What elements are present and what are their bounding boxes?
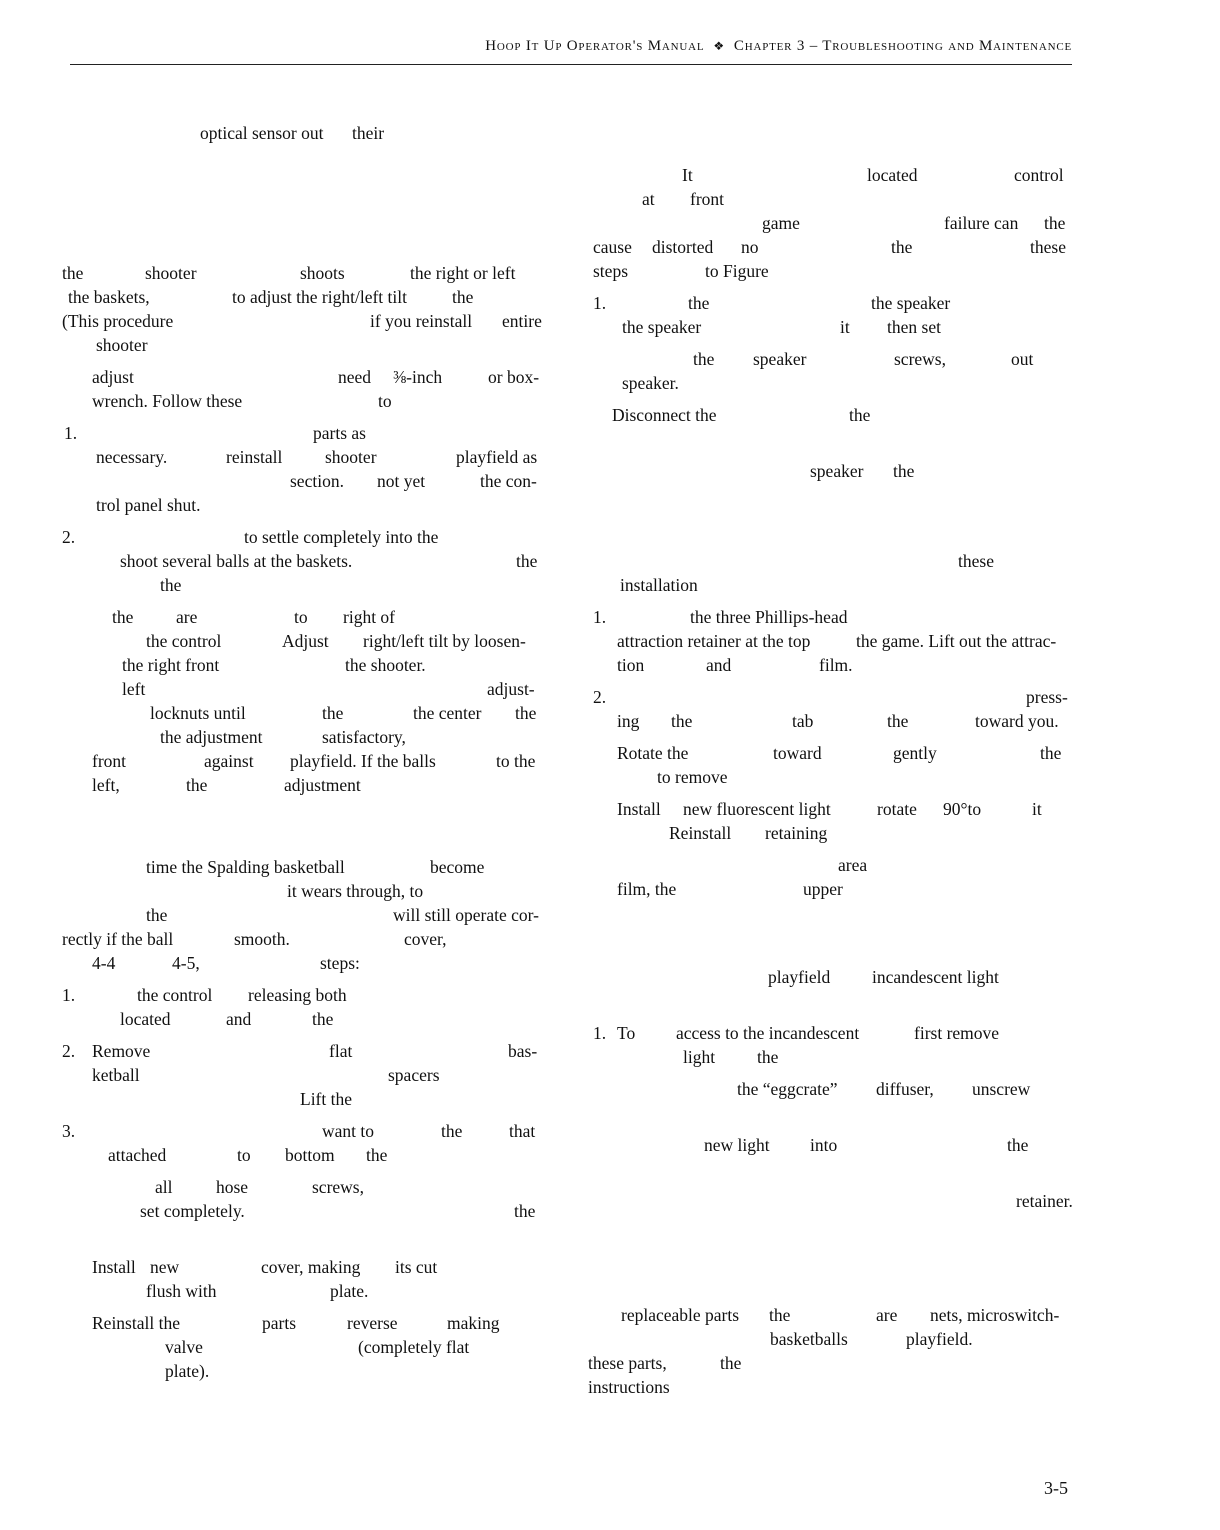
left-text-fragment: ketball — [92, 1065, 140, 1085]
left-text-fragment: their — [352, 123, 385, 143]
left-text-fragment: the control — [146, 631, 222, 651]
left-text-fragment: the — [514, 1201, 536, 1221]
right-text-fragment: film. — [819, 655, 853, 675]
left-text-fragment: the center — [413, 703, 482, 723]
right-text-fragment: game — [762, 213, 800, 233]
right-text-fragment: at — [642, 189, 655, 209]
right-text-fragment: the — [720, 1353, 742, 1373]
right-text-fragment: diffuser, — [876, 1079, 934, 1099]
right-text-fragment: the — [1040, 743, 1062, 763]
right-text-fragment: light — [683, 1047, 716, 1067]
left-text-fragment: front — [92, 751, 127, 771]
left-text-fragment: the — [366, 1145, 388, 1165]
right-text-fragment: distorted — [652, 237, 714, 257]
left-text-fragment: flat — [329, 1041, 353, 1061]
left-text-fragment: will still operate cor- — [393, 905, 539, 925]
left-text-fragment: the — [312, 1009, 334, 1029]
left-text-fragment: ⅜-inch — [393, 367, 443, 387]
right-text-fragment: the — [893, 461, 915, 481]
left-text-fragment: left — [122, 679, 146, 699]
left-text-fragment: new — [150, 1257, 180, 1277]
left-text-fragment: bas- — [508, 1041, 538, 1061]
left-text-fragment: the — [112, 607, 134, 627]
left-text-fragment: the adjustment — [160, 727, 263, 747]
right-text-fragment: playfield — [768, 967, 831, 987]
right-text-fragment: Reinstall — [669, 823, 732, 843]
left-text-fragment: flush with — [146, 1281, 217, 1301]
right-text-fragment: located — [867, 165, 918, 185]
left-text-fragment: bottom — [285, 1145, 335, 1165]
right-text-fragment: tion — [617, 655, 645, 675]
left-text-fragment: not yet — [377, 471, 426, 491]
left-text-fragment: are — [176, 607, 198, 627]
right-text-fragment: It — [682, 165, 693, 185]
left-text-fragment: parts — [262, 1313, 297, 1333]
left-text-fragment: 4-5, — [172, 953, 200, 973]
left-text-fragment: wrench. Follow these — [92, 391, 243, 411]
right-text-fragment: failure can — [944, 213, 1019, 233]
left-text-fragment: optical sensor out — [200, 123, 324, 143]
right-text-fragment: are — [876, 1305, 898, 1325]
left-text-fragment: Reinstall the — [92, 1313, 180, 1333]
right-text-fragment: Install — [617, 799, 661, 819]
right-text-fragment: 1. — [593, 293, 607, 313]
left-text-fragment: shooter — [96, 335, 148, 355]
left-text-fragment: playfield. If the balls — [290, 751, 436, 771]
right-text-fragment: to Figure — [705, 261, 769, 281]
left-text-fragment: to — [294, 607, 308, 627]
left-text-fragment: shooter — [145, 263, 197, 283]
right-text-fragment: 2. — [593, 687, 607, 707]
left-text-fragment: adjust- — [487, 679, 535, 699]
right-text-fragment: the speaker — [622, 317, 702, 337]
left-text-fragment: 4-4 — [92, 953, 116, 973]
right-text-fragment: the — [891, 237, 913, 257]
left-text-fragment: the — [441, 1121, 463, 1141]
right-text-fragment: rotate — [877, 799, 917, 819]
left-text-fragment: time the Spalding basketball — [146, 857, 345, 877]
left-text-fragment: screws, — [312, 1177, 364, 1197]
right-text-fragment: these — [958, 551, 994, 571]
right-text-fragment: the — [671, 711, 693, 731]
left-text-fragment: hose — [216, 1177, 249, 1197]
right-text-fragment: 1. — [593, 1023, 607, 1043]
left-text-fragment: the right or left — [410, 263, 516, 283]
right-text-fragment: it — [1032, 799, 1042, 819]
left-text-fragment: smooth. — [234, 929, 290, 949]
right-text-fragment: film, the — [617, 879, 677, 899]
left-text-fragment: to — [378, 391, 392, 411]
right-text-fragment: the — [887, 711, 909, 731]
left-text-fragment: necessary. — [96, 447, 168, 467]
right-text-fragment: 90°to — [943, 799, 982, 819]
right-text-fragment: toward you. — [975, 711, 1059, 731]
left-text-fragment: adjustment — [284, 775, 361, 795]
left-text-fragment: the — [322, 703, 344, 723]
right-text-fragment: the — [769, 1305, 791, 1325]
left-text-fragment: right/left tilt by loosen- — [363, 631, 526, 651]
right-text-fragment: incandescent light — [872, 967, 999, 987]
right-text-fragment: new fluorescent light — [683, 799, 831, 819]
left-text-fragment: making — [447, 1313, 500, 1333]
right-text-fragment: to remove — [657, 767, 728, 787]
left-text-fragment: against — [204, 751, 254, 771]
left-text-fragment: to adjust the right/left tilt — [232, 287, 407, 307]
left-text-fragment: locknuts until — [150, 703, 246, 723]
right-text-fragment: access to the incandescent — [676, 1023, 860, 1043]
right-text-fragment: attraction retainer at the top — [617, 631, 811, 651]
right-text-fragment: press- — [1026, 687, 1068, 707]
left-text-fragment: reinstall — [226, 447, 283, 467]
right-text-fragment: the — [693, 349, 715, 369]
right-text-fragment: To — [617, 1023, 636, 1043]
right-text-fragment: upper — [803, 879, 843, 899]
right-text-fragment: control — [1014, 165, 1064, 185]
right-text-fragment: screws, — [894, 349, 946, 369]
right-text-fragment: replaceable parts — [621, 1305, 740, 1325]
right-text-fragment: these — [1030, 237, 1066, 257]
right-text-fragment: playfield. — [906, 1329, 973, 1349]
right-text-fragment: gently — [893, 743, 937, 763]
left-text-fragment: set completely. — [140, 1201, 245, 1221]
right-text-fragment: installation — [620, 575, 698, 595]
left-text-fragment: shoots — [300, 263, 345, 283]
right-text-fragment: toward — [773, 743, 822, 763]
left-text-fragment: (This procedure — [62, 311, 174, 331]
right-text-fragment: unscrew — [972, 1079, 1031, 1099]
left-text-fragment: releasing both — [248, 985, 347, 1005]
right-text-fragment: new light — [704, 1135, 770, 1155]
left-text-fragment: valve — [165, 1337, 203, 1357]
right-text-fragment: first remove — [914, 1023, 1000, 1043]
left-text-fragment: the con- — [480, 471, 537, 491]
left-text-fragment: attached — [108, 1145, 167, 1165]
right-text-fragment: the — [688, 293, 710, 313]
right-text-fragment: these parts, — [588, 1353, 667, 1373]
manual-title: Hoop It Up Operator's Manual — [485, 38, 705, 54]
right-text-fragment: 1. — [593, 607, 607, 627]
left-text-fragment: all — [155, 1177, 173, 1197]
right-text-fragment: front — [690, 189, 725, 209]
left-text-fragment: 1. — [62, 985, 76, 1005]
left-text-fragment: it wears through, to — [287, 881, 424, 901]
right-text-fragment: the — [1007, 1135, 1029, 1155]
right-text-fragment: instructions — [588, 1377, 670, 1397]
left-text-fragment: Lift the — [300, 1089, 352, 1109]
left-text-fragment: the — [515, 703, 537, 723]
diamond-separator-icon: ❖ — [713, 39, 725, 53]
left-text-fragment: that — [509, 1121, 536, 1141]
left-text-fragment: satisfactory, — [322, 727, 406, 747]
left-text-fragment: to settle completely into the — [244, 527, 439, 547]
left-text-fragment: to — [237, 1145, 251, 1165]
right-text-fragment: speaker — [753, 349, 807, 369]
left-text-fragment: (completely flat — [358, 1337, 470, 1357]
left-text-fragment: plate. — [330, 1281, 369, 1301]
left-text-fragment: the — [146, 905, 168, 925]
left-text-fragment: and — [226, 1009, 252, 1029]
left-text-fragment: the shooter. — [345, 655, 426, 675]
left-text-fragment: if you reinstall — [370, 311, 473, 331]
right-text-fragment: nets, microswitch- — [930, 1305, 1060, 1325]
left-text-fragment: to the — [496, 751, 536, 771]
left-text-fragment: 3. — [62, 1121, 76, 1141]
right-text-fragment: cause — [593, 237, 632, 257]
right-text-fragment: area — [838, 855, 868, 875]
left-text-fragment: the baskets, — [68, 287, 150, 307]
left-text-fragment: the — [160, 575, 182, 595]
left-text-fragment: plate). — [165, 1361, 210, 1381]
left-text-fragment: shooter — [325, 447, 377, 467]
right-text-fragment: and — [706, 655, 732, 675]
left-text-fragment: become — [430, 857, 485, 877]
left-text-fragment: cover, making — [261, 1257, 361, 1277]
left-text-fragment: need — [338, 367, 372, 387]
right-text-fragment: steps — [593, 261, 628, 281]
left-text-fragment: the — [452, 287, 474, 307]
right-text-fragment: out — [1011, 349, 1034, 369]
left-text-fragment: Install — [92, 1257, 136, 1277]
left-text-fragment: adjust — [92, 367, 134, 387]
left-text-fragment: playfield as — [456, 447, 538, 467]
left-text-fragment: the control — [137, 985, 213, 1005]
left-text-fragment: located — [120, 1009, 171, 1029]
running-header — [70, 38, 1072, 65]
right-text-fragment: ing — [617, 711, 640, 731]
left-text-fragment: parts as — [313, 423, 366, 443]
left-text-fragment: the — [62, 263, 84, 283]
right-text-fragment: then set — [887, 317, 941, 337]
left-text-fragment: cover, — [404, 929, 447, 949]
left-text-fragment: rectly if the ball — [62, 929, 174, 949]
left-text-fragment: trol panel shut. — [96, 495, 201, 515]
left-text-fragment: Adjust — [282, 631, 329, 651]
chapter-title: Chapter 3 – Troubleshooting and Maintenance — [733, 38, 1072, 54]
right-text-fragment: Disconnect the — [612, 405, 717, 425]
left-text-fragment: its cut — [395, 1257, 438, 1277]
left-text-fragment: the — [516, 551, 538, 571]
right-text-fragment: retaining — [765, 823, 828, 843]
right-text-fragment: no — [741, 237, 759, 257]
left-text-fragment: steps: — [320, 953, 360, 973]
left-text-fragment: section. — [290, 471, 344, 491]
left-text-fragment: the — [186, 775, 208, 795]
right-text-fragment: speaker. — [622, 373, 679, 393]
right-text-fragment: the — [1044, 213, 1066, 233]
right-text-fragment: basketballs — [770, 1329, 848, 1349]
left-text-fragment: right of — [343, 607, 396, 627]
right-text-fragment: the speaker — [871, 293, 951, 313]
left-text-fragment: Remove — [92, 1041, 151, 1061]
left-text-fragment: left, — [92, 775, 120, 795]
left-text-fragment: shoot several balls at the baskets. — [120, 551, 353, 571]
left-text-fragment: 2. — [62, 1041, 76, 1061]
right-text-fragment: the — [757, 1047, 779, 1067]
left-text-fragment: want to — [322, 1121, 375, 1141]
page-number: 3-5 — [1044, 1478, 1068, 1498]
right-text-fragment: retainer. — [1016, 1191, 1073, 1211]
right-text-fragment: speaker — [810, 461, 864, 481]
right-text-fragment: the — [849, 405, 871, 425]
left-text-fragment: or box- — [488, 367, 540, 387]
left-text-fragment: entire — [502, 311, 542, 331]
left-text-fragment: 1. — [64, 423, 78, 443]
left-text-fragment: reverse — [347, 1313, 398, 1333]
left-text-fragment: the right front — [122, 655, 220, 675]
right-text-fragment: Rotate the — [617, 743, 689, 763]
left-text-fragment: 2. — [62, 527, 76, 547]
right-text-fragment: tab — [792, 711, 814, 731]
right-text-fragment: the game. Lift out the attrac- — [856, 631, 1057, 651]
left-text-fragment: spacers — [388, 1065, 440, 1085]
right-text-fragment: it — [840, 317, 850, 337]
right-text-fragment: into — [810, 1135, 838, 1155]
right-text-fragment: the three Phillips-head — [690, 607, 848, 627]
right-text-fragment: the “eggcrate” — [737, 1079, 838, 1099]
